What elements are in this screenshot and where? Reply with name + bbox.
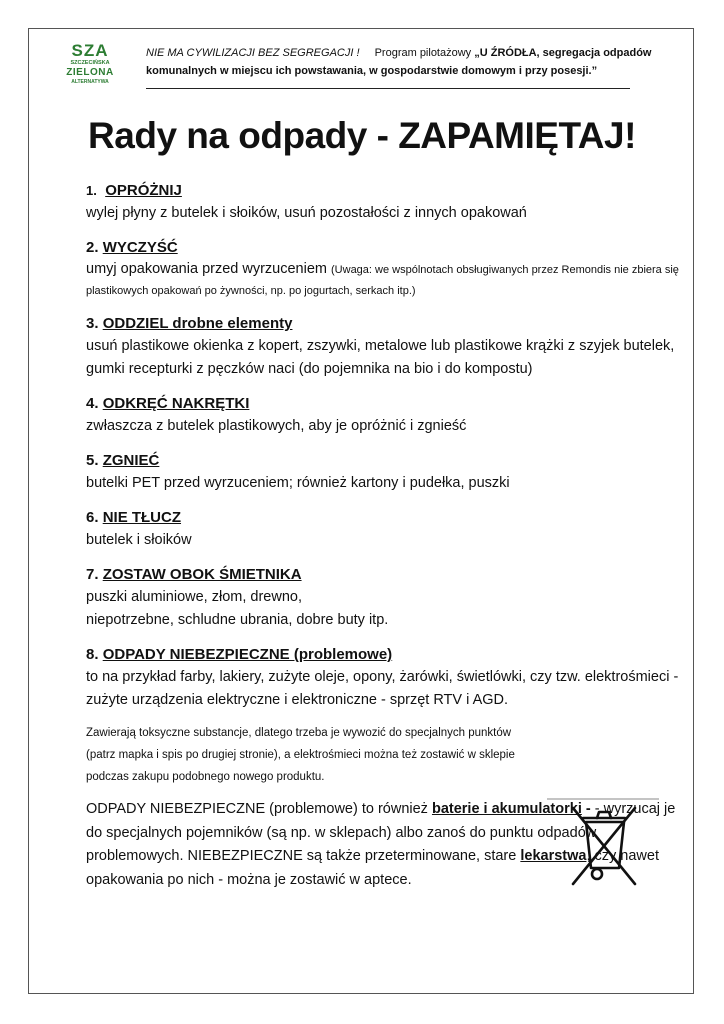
tips-list bbox=[86, 180, 690, 892]
final-paragraph: ODPADY NIEBEZPIECZNE (problemowe) to również baterie i akumulatorki - - wyrzucaj je do specjalnych pojemników (są np. w sklepach) albo zanoś do punktu odpadów problemowych. NIEBEZPIECZNE są także przeterminowane, stare lekarstwa, czy nawet opakowania po nich - można je zostawić w aptece. bbox=[86, 801, 676, 888]
final-part2: - wyrzucaj je do specjalnych pojemników (są np. w sklepach) albo zanoś do punktu odpadów problemowych. NIEBEZPIECZNE są także przeterminowane, stare bbox=[86, 801, 676, 864]
tip-heading bbox=[86, 507, 690, 529]
tip-note: (Uwaga: we wspólnotach obsługiwanych przez Remondis nie zbiera się plastikowych opakowań po żywności, np. po jogurtach, serkach itp.) bbox=[86, 264, 679, 297]
tip-number: 8. bbox=[86, 646, 99, 663]
tip-title: ODPADY NIEBEZPIECZNE (problemowe) bbox=[102, 646, 393, 663]
crossed-out-wheelie-bin-icon bbox=[547, 798, 659, 890]
tip-heading bbox=[86, 644, 690, 666]
logo-line1: SZCZECIŃSKA bbox=[70, 60, 110, 66]
tip-title: ODKRĘĆ NAKRĘTKI bbox=[102, 395, 250, 412]
tip-6 bbox=[86, 507, 690, 552]
tip-number: 3. bbox=[86, 315, 99, 332]
sza-logo bbox=[62, 42, 118, 88]
tip-body: butelki PET przed wyrzuceniem; również kartony i pudełka, puszki bbox=[86, 475, 510, 491]
tip-body-line1: puszki aluminiowe, złom, drewno, bbox=[86, 589, 302, 605]
program-name: „U ŹRÓDŁA, segregacja odpadów komunalnych w miejscu ich powstawania, w gospodarstwie domowym i przy posesji.” bbox=[146, 47, 652, 77]
header-text bbox=[146, 44, 678, 80]
slogan: NIE MA CYWILIZACJI BEZ SEGREGACJI ! bbox=[146, 47, 360, 59]
hazard-note: Zawierają toksyczne substancje, dlatego trzeba je wywozić do specjalnych punktów (patrz mapka i spis po drugiej stronie), a elektrośmieci można też zostawić w sklepie podczas zakupu podobnego nowego produktu. bbox=[86, 727, 515, 783]
tip-2 bbox=[86, 237, 690, 301]
tip-body bbox=[86, 259, 690, 301]
tip-body: butelek i słoików bbox=[86, 532, 192, 548]
tip-7 bbox=[86, 564, 690, 632]
tip-5 bbox=[86, 450, 690, 495]
logo-line3: ALTERNATYWA bbox=[71, 79, 109, 85]
header-divider bbox=[146, 88, 630, 89]
tip-heading bbox=[86, 393, 690, 415]
tip-body: zwłaszcza z butelek plastikowych, aby je opróżnić i zgnieść bbox=[86, 418, 467, 434]
tip-3 bbox=[86, 313, 690, 381]
tip-title: WYCZYŚĆ bbox=[102, 239, 178, 256]
logo-line2: ZIELONA bbox=[66, 67, 114, 78]
page-title: Rady na odpady - ZAPAMIĘTAJ! bbox=[88, 115, 636, 156]
program-intro: Program pilotażowy bbox=[374, 47, 472, 59]
tip-body: wylej płyny z butelek i słoików, usuń pozostałości z innych opakowań bbox=[86, 205, 527, 221]
tip-body: usuń plastikowe okienka z kopert, zszywki, metalowe lub plastikowe krążki z szyjek butelek, gumki recepturki z pęczków naci (do pojemnika na bio i do kompostu) bbox=[86, 338, 675, 377]
tip-1 bbox=[86, 180, 690, 225]
tip-heading bbox=[86, 564, 690, 586]
tip-number: 5. bbox=[86, 452, 99, 469]
tip-body-main: umyj opakowania przed wyrzuceniem bbox=[86, 261, 327, 277]
tip-8 bbox=[86, 644, 690, 712]
tip-number: 6. bbox=[86, 509, 99, 526]
tip-number: 2. bbox=[86, 239, 99, 256]
tip-title: ZGNIEĆ bbox=[102, 452, 160, 469]
logo-abbr: SZA bbox=[71, 41, 109, 60]
tip-heading bbox=[86, 237, 690, 259]
final-part3: , czy nawet opakowania po nich - można je zostawić w aptece. bbox=[86, 848, 659, 888]
tip-body-line2: niepotrzebne, schludne ubrania, dobre buty itp. bbox=[86, 612, 389, 628]
tip-title: NIE TŁUCZ bbox=[102, 509, 182, 526]
tip-title: OPRÓŻNIJ bbox=[105, 182, 182, 199]
tip-number: 4. bbox=[86, 395, 99, 412]
tip-title: ZOSTAW OBOK ŚMIETNIKA bbox=[102, 566, 302, 583]
tip-heading bbox=[86, 180, 690, 202]
final-medicines: lekarstwa bbox=[520, 848, 587, 864]
tip-4 bbox=[86, 393, 690, 438]
tip-number: 7. bbox=[86, 566, 99, 583]
tip-body: to na przykład farby, lakiery, zużyte oleje, opony, żarówki, świetlówki, czy tzw. elektrośmieci - zużyte urządzenia elektryczne i elektroniczne - sprzęt RTV i AGD. bbox=[86, 669, 679, 708]
final-part1: ODPADY NIEBEZPIECZNE (problemowe) to również bbox=[86, 801, 428, 817]
tip-number: 1. bbox=[86, 183, 97, 198]
final-batteries: baterie i akumulatorki bbox=[431, 801, 582, 817]
tip-heading bbox=[86, 450, 690, 472]
tip-heading bbox=[86, 313, 690, 335]
tip-title: ODDZIEL drobne elementy bbox=[102, 315, 293, 332]
